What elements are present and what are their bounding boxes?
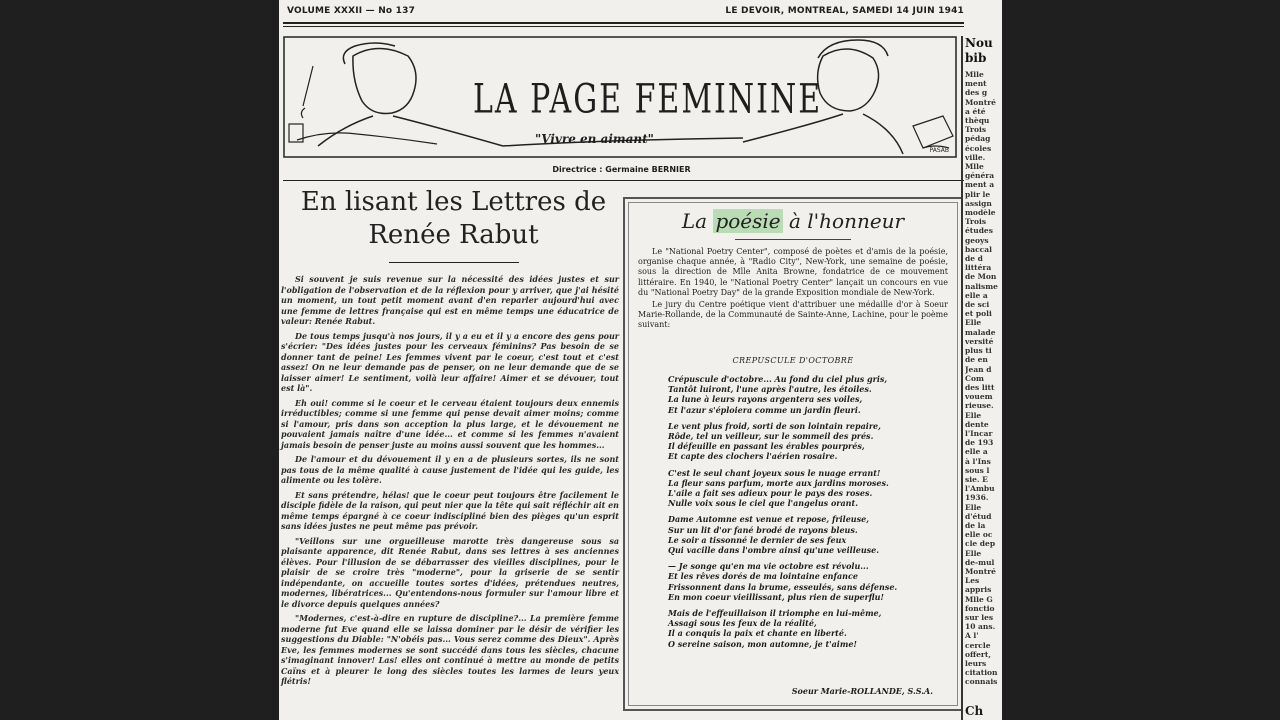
poem-line: Dame Automne est venue et repose, frileuse, — [668, 514, 869, 525]
poem-line: La lune à leurs rayons argentera ses voiles, — [668, 394, 863, 405]
right-column-footer: Ch — [965, 704, 984, 718]
poem-line: Rôde, tel un veilleur, sur le sommeil des prés. — [668, 431, 874, 442]
box-title-rule — [735, 239, 851, 240]
right-column-line: Jean d — [965, 364, 992, 374]
poem-line: Il défeuille en passant les érables pourprés, — [668, 441, 865, 452]
right-column-line: 1936. — [965, 493, 989, 503]
masthead-rule — [283, 22, 964, 24]
right-column-line: de Mon — [965, 272, 997, 282]
right-column-line: elle oc — [965, 530, 993, 540]
stanza — [668, 514, 948, 555]
masthead-rule-thin — [283, 26, 964, 27]
right-column-line: Elle — [965, 318, 982, 328]
right-column-line: ment a — [965, 180, 995, 190]
poem-line: Frissonnent dans la brume, esseulés, sans défense. — [668, 581, 898, 592]
banner — [283, 36, 957, 158]
page-feminine-title: LA PAGE FEMININE — [473, 76, 823, 124]
right-column-line: pédag — [965, 134, 991, 144]
right-column-line: assign — [965, 198, 992, 208]
right-column-heading: Nou bib — [965, 36, 993, 65]
right-column-line: sur les — [965, 612, 994, 622]
right-column-line: rieuse. — [965, 401, 994, 411]
poem-line: C'est le seul chant joyeux sous le nuage errant! — [668, 467, 881, 478]
right-column-line: de 193 — [965, 438, 994, 448]
intro-paragraph: Le "National Poetry Center", composé de poètes et d'amis de la poésie, organise chaque année, à "Radio City", New-York, une semaine de poésie, sous la direction de Mlle Anita Browne, fondatrice de ce mouvement littéraire. En 1940, le "National Poetry Center" lançait un concours en vue du "National Poetry Day" de la grande Exposition mondiale de New-York. — [638, 247, 948, 297]
title-prefix: La — [681, 209, 708, 233]
poem-line: Mais de l'effeuillaison il triomphe en lui-même, — [668, 608, 882, 619]
right-column-line: baccal — [965, 244, 992, 254]
left-article-title: En lisant les Lettres de Renée Rabut — [300, 187, 607, 250]
right-column-line: Elle — [965, 410, 982, 420]
left-paragraph: De tous temps jusqu'à nos jours, il y a eu et il y a encore des gens pour s'écrier: "Des idées justes pour les cerveaux féminins? Pas besoin de se donner tant de peine! Les femmes vivent par le coeur, c'est tout et c'est assez! On ne leur demande pas de penser, on ne leur demande que de se laisser aimer! Le sentiment, voilà leur affaire! Aimer et se dévouer, tout est là". — [281, 330, 619, 393]
right-column-line: de en — [965, 355, 988, 365]
right-column-line: études — [965, 226, 993, 236]
poem-line: La fleur sans parfum, morte aux jardins moroses. — [668, 477, 889, 488]
left-title-rule — [389, 262, 519, 263]
right-column-line: à l'Ins — [965, 456, 991, 466]
search-highlight[interactable]: poésie — [715, 209, 781, 233]
right-column-line: thèqu — [965, 116, 990, 126]
poem-signature: Soeur Marie-ROLLANDE, S.S.A. — [791, 686, 933, 696]
left-paragraph: Eh oui! comme si le coeur et le cerveau étaient toujours deux ennemis irréductibles; comme si une femme qui pense devait aimer moins; comme si l'amour, pris dans son acception la plus large, et le dévouement ne pouvaient jamais naître d'une idée... et comme si les femmes n'avaient jamais besoin de penser juste au moins aussi souvent que les hommes... — [281, 397, 619, 450]
right-column-line: cercle — [965, 640, 991, 650]
poetry-box — [623, 197, 963, 711]
right-column-line: plir le — [965, 189, 991, 199]
right-column-line: citation — [965, 668, 998, 678]
artist-signature: PASAB — [929, 147, 949, 154]
right-column-line: nalisme — [965, 281, 998, 291]
poem-line: O sereine saison, mon automne, je t'aime! — [668, 638, 857, 649]
right-column-line: elle a — [965, 447, 988, 457]
right-column-line: versité — [965, 336, 994, 346]
left-article-body — [281, 274, 619, 691]
poem-line: Assagi sous les feux de la réalité, — [668, 618, 817, 629]
right-column-line: Trois — [965, 217, 987, 227]
right-column-line: connais — [965, 677, 998, 687]
right-column-line: écoles — [965, 143, 992, 153]
right-column-line: Elle — [965, 548, 982, 558]
right-column-line: l'Incar — [965, 428, 993, 438]
right-column-line: geoys — [965, 235, 989, 245]
left-paragraph: "Modernes, c'est-à-dire en rupture de discipline?... La première femme moderne fut Eve quand elle se laissa dominer par le désir de vérifier les suggestions du Diable: "N'obéis pas... Vous serez comme des Dieux". Après Eve, les femmes modernes se sont succédé dans tous les siècles, chacune s'imaginant innover! Las! elles ont continué à mettre au monde de petits Caïns et à pleurer le long des siècles toutes les larmes de leurs yeux flétris! — [281, 613, 619, 686]
right-column-line: dente — [965, 419, 989, 429]
right-column-line: des g — [965, 88, 988, 98]
left-paragraph: Si souvent je suis revenue sur la nécessité des idées justes et sur l'obligation de l'observation et de la réflexion pour y arriver, que j'ai hésité un moment, un tout petit moment avant d'en reparler aujourd'hui avec une femme de lettres française qui est en même temps une éducatrice de valeur: Renée Rabut. — [281, 274, 619, 326]
directrice-credit: Directrice : Germaine BERNIER — [552, 165, 691, 174]
viewer-right-margin — [1002, 0, 1280, 720]
right-column-line: de d — [965, 254, 983, 264]
poem-line: — Je songe qu'en ma vie octobre est révolu... — [668, 561, 869, 572]
right-column-line: ment — [965, 79, 987, 89]
poetry-box-title — [625, 209, 961, 233]
stanza — [668, 468, 948, 509]
left-paragraph: Et sans prétendre, hélas! que le coeur peut toujours être facilement le disciple fidèle de la raison, qui peut nier que la tête qui sait réfléchir ait en même temps épargné à ce coeur indiscipliné bien des pièges qu'un esprit sans idées justes ne peut même pas prévoir. — [281, 489, 619, 531]
left-paragraph: De l'amour et du dévouement il y en a de plusieurs sortes, ils ne sont pas tous de la même qualité à cause justement de l'idée qui les guide, les alimente ou les tolère. — [281, 454, 619, 485]
masthead-volume: VOLUME XXXII — No 137 — [287, 6, 416, 16]
right-column-line: de sci — [965, 300, 990, 310]
poem-line: Crépuscule d'octobre... Au fond du ciel plus gris, — [668, 374, 888, 384]
right-column-line: A l' — [965, 631, 979, 641]
right-column-line: fonctio — [965, 603, 995, 613]
poem-line: Et l'azur s'éploiera comme un jardin fleuri. — [668, 404, 861, 415]
stanza — [668, 561, 948, 602]
poem-title: CREPUSCULE D'OCTOBRE — [732, 356, 854, 365]
right-column-line: Montré — [965, 566, 996, 576]
left-paragraph: "Veillons sur une orgueilleuse marotte très dangereuse sous sa plaisante apparence, dit Renée Rabut, dans ses lettres à ses anciennes élèves. Pour l'illusion de se débarrasser des vieilles disciplines, pour le plaisir de se croire très "moderne", pour la griserie de se sentir indépendante, on accueille toutes sortes d'idées, prétendues neutres, modernes, libératrices... Qu'entendons-nous formuler sur l'amour libre et le divorce depuis quelques années? — [281, 535, 619, 609]
poem-line: Et les rêves dorés de ma lointaine enfance — [668, 571, 858, 582]
right-column-line: l'Ambu — [965, 484, 995, 494]
stanza — [668, 421, 948, 462]
right-column-line: généra — [965, 171, 995, 181]
right-column-lines — [965, 70, 1002, 687]
right-column-line: Les — [965, 576, 980, 586]
right-column-line: 10 ans. — [965, 622, 996, 632]
right-column-line: Mlle — [965, 70, 984, 79]
right-column-line: cle dep — [965, 539, 996, 549]
right-column-line: Montré — [965, 97, 996, 107]
poem-line: Il a conquis la paix et chante en liberté. — [668, 628, 847, 639]
stanza — [668, 374, 948, 415]
right-column-line: ville. — [965, 152, 986, 162]
right-column-line: plus ti — [965, 346, 992, 356]
right-column-line: leurs — [965, 659, 987, 668]
poem-line: Le soir a tissonné le dernier de ses feux — [668, 534, 847, 545]
right-column-line: Elle — [965, 502, 982, 512]
poem-line: Nulle voix sous le ciel que l'angelus orant. — [668, 498, 858, 509]
right-column-line: a été — [965, 106, 986, 116]
right-column-line: de la — [965, 520, 986, 530]
right-column-line: appris — [965, 585, 992, 595]
poem-line: Et capte des clochers l'aérien rosaire. — [668, 451, 838, 462]
viewer-left-margin — [0, 0, 279, 720]
poem-line: Le vent plus froid, sorti de son lointain repaire, — [668, 420, 881, 431]
right-column-line: Mlle — [965, 162, 984, 172]
poem-line: Tantôt luiront, l'une après l'autre, les étoiles. — [668, 384, 872, 395]
poem — [668, 374, 948, 655]
right-column-line: elle a — [965, 290, 988, 300]
right-column-line: sous l — [965, 465, 990, 475]
right-column-line: modèle — [965, 208, 996, 218]
poem-line: Sur un lit d'or fané brodé de rayons bleus. — [668, 524, 858, 535]
right-column-line: Mlle G — [965, 594, 993, 604]
right-column — [965, 36, 1002, 687]
intro-paragraph: Le jury du Centre poétique vient d'attribuer une médaille d'or à Soeur Marie-Rollande, de la Communauté de Sainte-Anne, Lachine, pour le poème suivant: — [638, 300, 948, 330]
stanza — [668, 608, 948, 649]
right-column-line: offert, — [965, 649, 991, 659]
poem-line: En mon coeur vieillissant, plus rien de superflu! — [668, 591, 884, 602]
right-column-line: vouem — [965, 392, 993, 402]
banner-motto: "Vivre en aimant" — [535, 132, 654, 146]
right-column-line: Trois — [965, 125, 987, 135]
right-column-line: d'étud — [965, 511, 992, 521]
right-column-line: malade — [965, 327, 996, 337]
right-column-line: sie. E — [965, 474, 988, 484]
masthead-date: LE DEVOIR, MONTREAL, SAMEDI 14 JUIN 1941 — [725, 6, 964, 16]
right-column-line: et poli — [965, 309, 992, 319]
masthead — [287, 6, 964, 16]
section-rule — [283, 180, 964, 181]
poem-line: Qui vacille dans l'ombre ainsi qu'une veilleuse. — [668, 545, 880, 556]
poetry-intro — [638, 247, 948, 333]
newspaper-page — [279, 0, 1002, 720]
right-column-line: de-mul — [965, 557, 995, 567]
poem-line: L'aile a fait ses adieux pour le pays des roses. — [668, 488, 873, 499]
right-column-line: littéra — [965, 263, 992, 273]
title-suffix: à l'honneur — [788, 209, 905, 233]
right-column-line: des litt — [965, 382, 995, 392]
column-divider — [961, 36, 963, 720]
right-column-line: Com — [965, 373, 984, 383]
